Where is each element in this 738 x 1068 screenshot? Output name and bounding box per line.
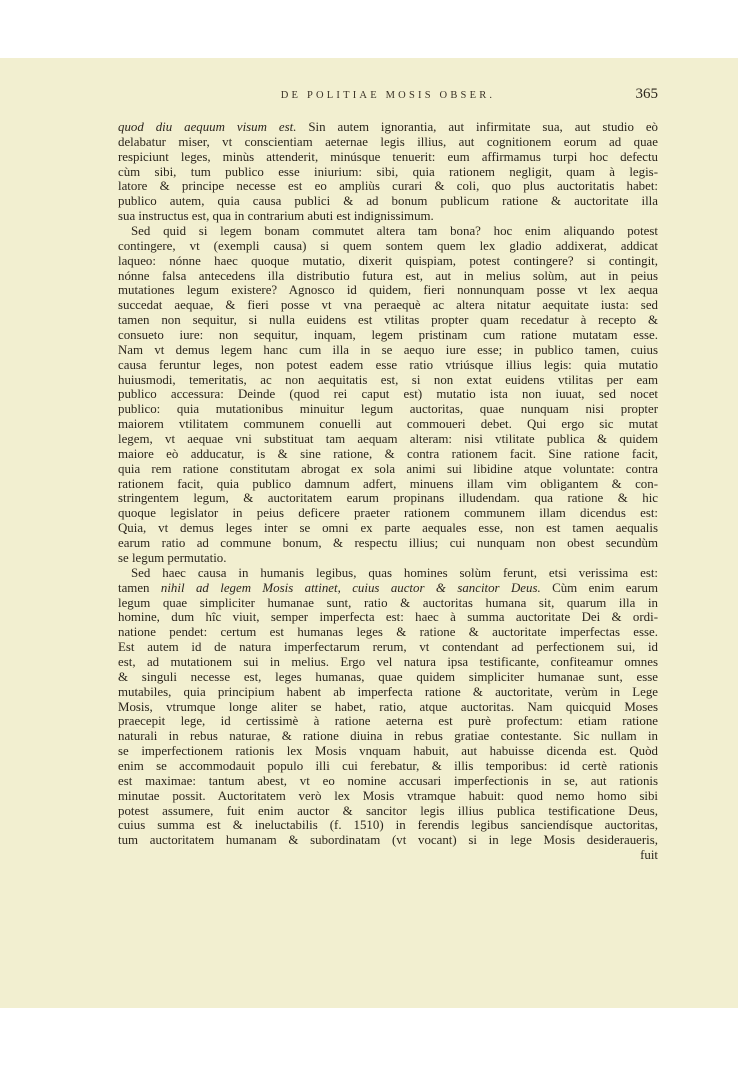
text-line: sua instructus est, qua in contrarium abuti est indignissimum.	[118, 209, 434, 224]
text-line: causa feruntur leges, non potest eadem esse ratio vtriúsque illius legis: quia mutatio	[118, 357, 658, 372]
text-line: succedat aequae, & fieri posse vt vna peraequè ac altera nitatur aequitate iusta: sed	[118, 298, 658, 313]
text-line: tamen nihil ad legem Mosis attinet, cuius auctor & sancitor Deus. Cùm enim earum	[118, 580, 658, 595]
text-line: maiore eò adducatur, is & sine ratione, & contra rationem facit. Sine ratione facit,	[118, 446, 658, 461]
text-line: contingere, vt (exempli causa) si quem sontem quem lex gladio addixerat, addicat	[118, 238, 658, 253]
text-line: quod diu aequum visum est. Sin autem ignorantia, aut infirmitate sua, aut studio eò	[118, 120, 658, 134]
text-line: maiorem vtilitatem communem conuelli aut commoueri debet. Qui ergo sic mutat	[118, 417, 658, 432]
text-line: enim se accommodauit populo illi cui ferebatur, & illis temporibus: id certè rationis	[118, 758, 658, 773]
text-line: & singuli necesse est, leges humanas, quae quidem simpliciter humanae sunt, esse	[118, 669, 658, 684]
text-line: rationem facit, quia publico damnum adfert, minuens illam vim obligantem & con-	[118, 476, 658, 491]
text-line: huiusmodi, temeritatis, ac non aequitatis est, si non extat euidens vtilitas per eam	[118, 372, 658, 387]
text-line: tum auctoritatem humanam & subordinatam (vt vocant) si in lege Mosis desideraueris,	[118, 833, 658, 848]
text-line: quia rem ratione constitutam abrogat ex sola animi sui libidine atque voluntate: contra	[118, 461, 658, 476]
text-line: quoque legislator in peius deficere praeter rationem communem illam dicendus est:	[118, 506, 658, 521]
running-title: DE POLITIAE MOSIS OBSER.	[280, 90, 496, 101]
paragraph-start: Sed haec causa in humanis legibus, quas homines solùm ferunt, etsi verissima est:	[131, 565, 658, 580]
text-line: respiciunt leges, minùs attenderit, minúsque tenuerit: eum affirmamus turpi hoc defectu	[118, 149, 658, 164]
italic-quote: quod diu aequum visum est.	[118, 120, 297, 134]
text-line: Quia, vt demus leges inter se omni ex parte aequales esse, non est tamen aequalis	[118, 521, 658, 536]
text-line: est, ad mutationem sui in melius. Ergo vel natura ipsa testificante, confiteamur omnes	[118, 654, 658, 669]
text-line: Nam vt demus legem hanc cum illa in se aequo iure esse; in publico tamen, cuius	[118, 342, 658, 357]
text-line: cuius summa est & ineluctabilis (f. 1510) in ferendis legibus sanciendísque auctoritas,	[118, 818, 658, 833]
text-line: minutae possit. Auctoritatem verò lex Mosis vtramque habuit: quod nemo homo sibi	[118, 788, 658, 803]
text-line: stringentem legum, & auctoritatem earum propinans illudendam. qua ratione & hic	[118, 491, 658, 506]
body-text	[118, 120, 658, 863]
text-line: mutationes legum existere? Agnosco id quidem, fieri nonnunquam posse vt lex aequa	[118, 283, 658, 298]
text-line: earum ratio ad commune bonum, & respectu illius; cui nunquam non obest secundùm	[118, 536, 658, 551]
text-line: delabatur miser, vt conscientiam aeternae legis illius, aut cognitionem eorum ad quae	[118, 134, 658, 149]
text-line: se imperfectionem rationis lex Mosis vnquam habuit, aut habuisse dicenda est. Quòd	[118, 744, 658, 759]
text-line: legum quae simpliciter humanae sunt, ratio & auctoritas humana sit, quarum illa in	[118, 595, 658, 610]
text-line: se legum permutatio.	[118, 550, 227, 565]
text-line: legem, vt aequae vni substituat tam aequam alteram: nisi vtilitate publica & quidem	[118, 432, 658, 447]
catchword: fuit	[640, 848, 658, 863]
book-page	[0, 58, 738, 1008]
page-number: 365	[635, 86, 658, 102]
text-line: consueto iure: non sequitur, inquam, legem pristinam cum ratione mutatam esse.	[118, 328, 658, 343]
text-line: laqueo: nónne haec quoque mutatio, dixerit quispiam, potest contingere? si contingit,	[118, 253, 658, 268]
text-line: nónne falsa antecedens illa distributio futura est, aut in melius solùm, aut in peius	[118, 268, 658, 283]
text-line: Mosis, vtrumque longe aliter se habet, ratio, atque auctoritas. Nam quicquid Moses	[118, 699, 658, 714]
text-line: natione pendet: certum est humanas leges & ratione & auctoritate imperfectas esse.	[118, 625, 658, 640]
text-line: Est autem id de natura imperfectarum rerum, vt contendant ad perfectionem sui, id	[118, 640, 658, 655]
text-line: potest assumere, fuit enim auctor & sancitor legis illius publica testificatione Deus,	[118, 803, 658, 818]
text-line: publico: quia mutationibus minuitur legum auctoritas, quae nunquam nisi propter	[118, 402, 658, 417]
italic-phrase: nihil ad legem Mosis attinet, cuius auctor & sancitor Deus.	[160, 580, 541, 595]
text-line: cùm sibi, tum publico esse iniurium: sibi, quia rationem negligit, quam à legis-	[118, 164, 658, 179]
paragraph-start: Sed quid si legem bonam commutet altera tam bona? hoc enim aliquando potest	[131, 224, 658, 239]
text-line: latore & principe necesse est eo ampliùs curari & coli, quo plus auctoritatis habet:	[118, 179, 658, 194]
text-line: naturali in rebus naturae, & ratione diuina in rebus gratiae contestante. Sic nullam in	[118, 729, 658, 744]
text-line: homine, dum hîc viuit, semper imperfecta est: haec à summa auctoritate Dei & ordi-	[118, 610, 658, 625]
text-line: publico accessura: Deinde (quod rei caput est) mutatio ista non iuuat, sed nocet	[118, 387, 658, 402]
text-line: mutabiles, quia principium habent ab imperfecta ratione & auctoritate, verùm in Lege	[118, 684, 658, 699]
text-line: est maximae: tantum abest, vt eo nomine accusari imperfectionis in se, aut rationis	[118, 773, 658, 788]
page-header	[118, 86, 658, 110]
text-line: tamen non sequitur, si nulla euidens est vtilitas propter quam recedatur à recepto &	[118, 313, 658, 328]
text-line: praecepit lege, id certissimè à ratione aeterna est purè profectum: etiam ratione	[118, 714, 658, 729]
text-line: publico autem, quia causa publici & ad bonum publicum ratione & auctoritate illa	[118, 194, 658, 209]
